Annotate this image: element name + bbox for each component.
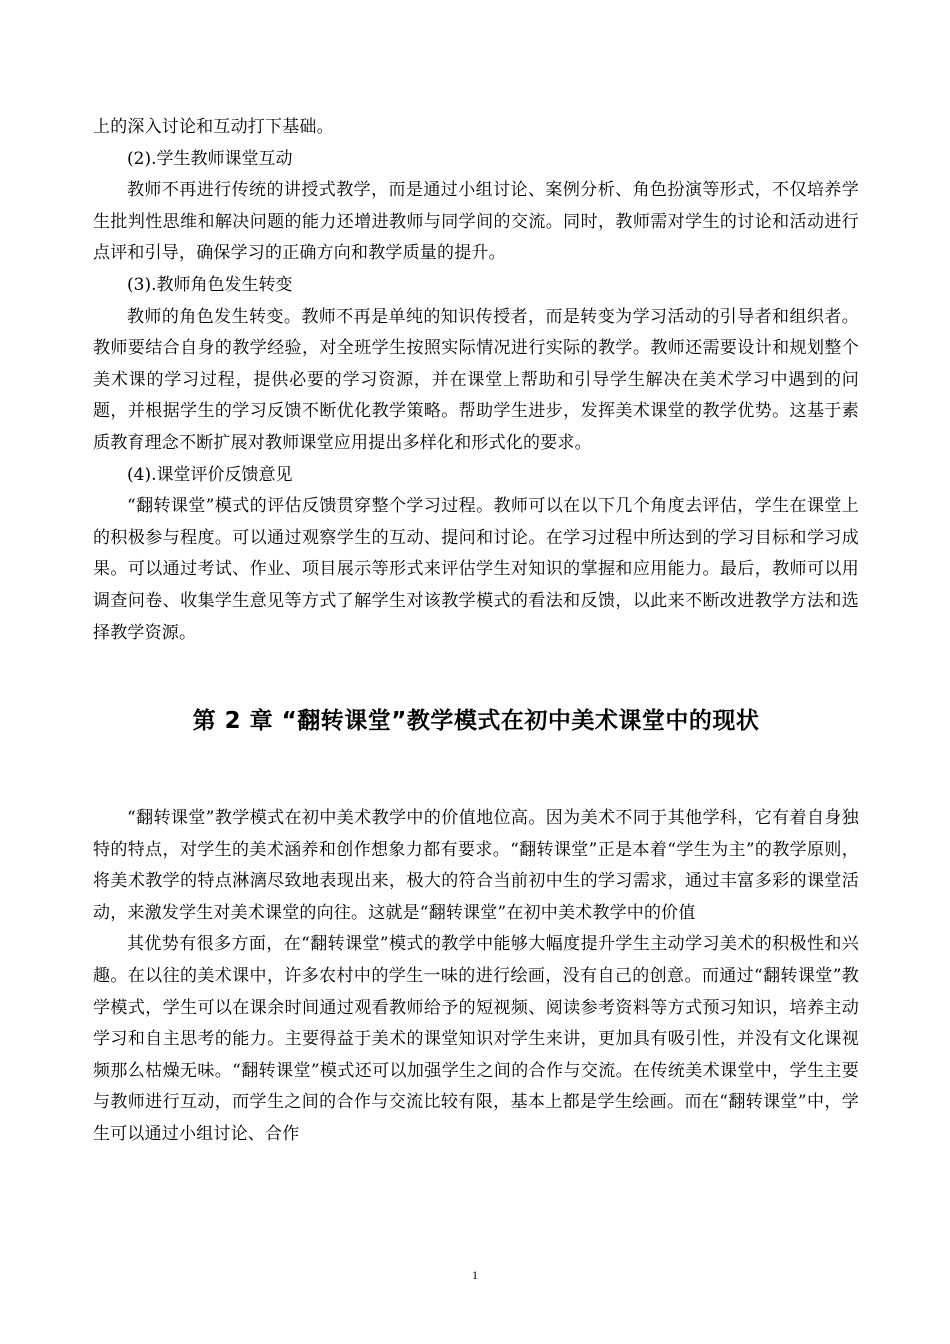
paragraph-continuation: 上的深入讨论和互动打下基础。 bbox=[93, 117, 334, 137]
chapter-title: 第 2 章 “翻转课堂”教学模式在初中美术课堂中的现状 bbox=[192, 708, 760, 735]
paragraph-chapter-2: 其优势有很多方面，在“翻转课堂”模式的教学中能够大幅度提升学生主动学习美术的积极性和兴趣。在以往的美术课中，许多农村中的学生一味的进行绘画，没有自己的创意。而通过“翻转课堂”教学模式，学生可以在课余时间通过观看教师给予的短视频、阅读参考资料等方式预习知识，培养主动学习和自主思考的能力。主要得益于美术的课堂知识对学生来讲，更加具有吸引性，并没有文化课视频那么枯燥无味。“翻转课堂”模式还可以加强学生之间的合作与交流。在传统美术课堂中，学生主要与教师进行互动，而学生之间的合作与交流比较有限，基本上都是学生绘画。而在“翻转课堂”中，学生可以通过小组讨论、合作 bbox=[93, 934, 859, 1145]
page-number: 1 bbox=[472, 1268, 478, 1282]
subheading-2: (2).学生教师课堂互动 bbox=[127, 148, 293, 169]
paragraph-chapter-1: “翻转课堂”教学模式在初中美术教学中的价值地位高。因为美术不同于其他学科，它有着自身独特的特点，对学生的美术涵养和创作想象力都有要求。“翻转课堂”正是本着“学生为主”的教学原则，将美术教学的特点淋漓尽致地表现出来，极大的符合当前初中生的学习需求，通过丰富多彩的课堂活动，来激发学生对美术课堂的向往。这就是“翻转课堂”在初中美术教学中的价值 bbox=[93, 808, 859, 923]
paragraph-sub3: 教师的角色发生转变。教师不再是单纯的知识传授者，而是转变为学习活动的引导者和组织者。教师要结合自身的教学经验，对全班学生按照实际情况进行实际的教学。教师还需要设计和规划整个美术课的学习过程，提供必要的学习资源，并在课堂上帮助和引导学生解决在美术学习中遇到的问题，并根据学生的学习反馈不断优化教学策略。帮助学生进步，发挥美术课堂的教学优势。这基于素质教育理念不断扩展对教师课堂应用提出多样化和形式化的要求。 bbox=[93, 306, 859, 453]
paragraph-sub2: 教师不再进行传统的讲授式教学，而是通过小组讨论、案例分析、角色扮演等形式，不仅培养学生批判性思维和解决问题的能力还增进教师与同学间的交流。同时，教师需对学生的讨论和活动进行点评和引导，确保学习的正确方向和教学质量的提升。 bbox=[93, 180, 859, 264]
paragraph-sub4: “翻转课堂”模式的评估反馈贯穿整个学习过程。教师可以在以下几个角度去评估，学生在课堂上的积极参与程度。可以通过观察学生的互动、提问和讨论。在学习过程中所达到的学习目标和学习成果。可以通过考试、作业、项目展示等形式来评估学生对知识的掌握和应用能力。最后，教师可以用调查问卷、收集学生意见等方式了解学生对该教学模式的看法和反馈，以此来不断改进教学方法和选择教学资源。 bbox=[93, 496, 859, 643]
subheading-3: (3).教师角色发生转变 bbox=[127, 274, 293, 295]
document-page bbox=[93, 112, 859, 1151]
subheading-4: (4).课堂评价反馈意见 bbox=[127, 464, 293, 485]
